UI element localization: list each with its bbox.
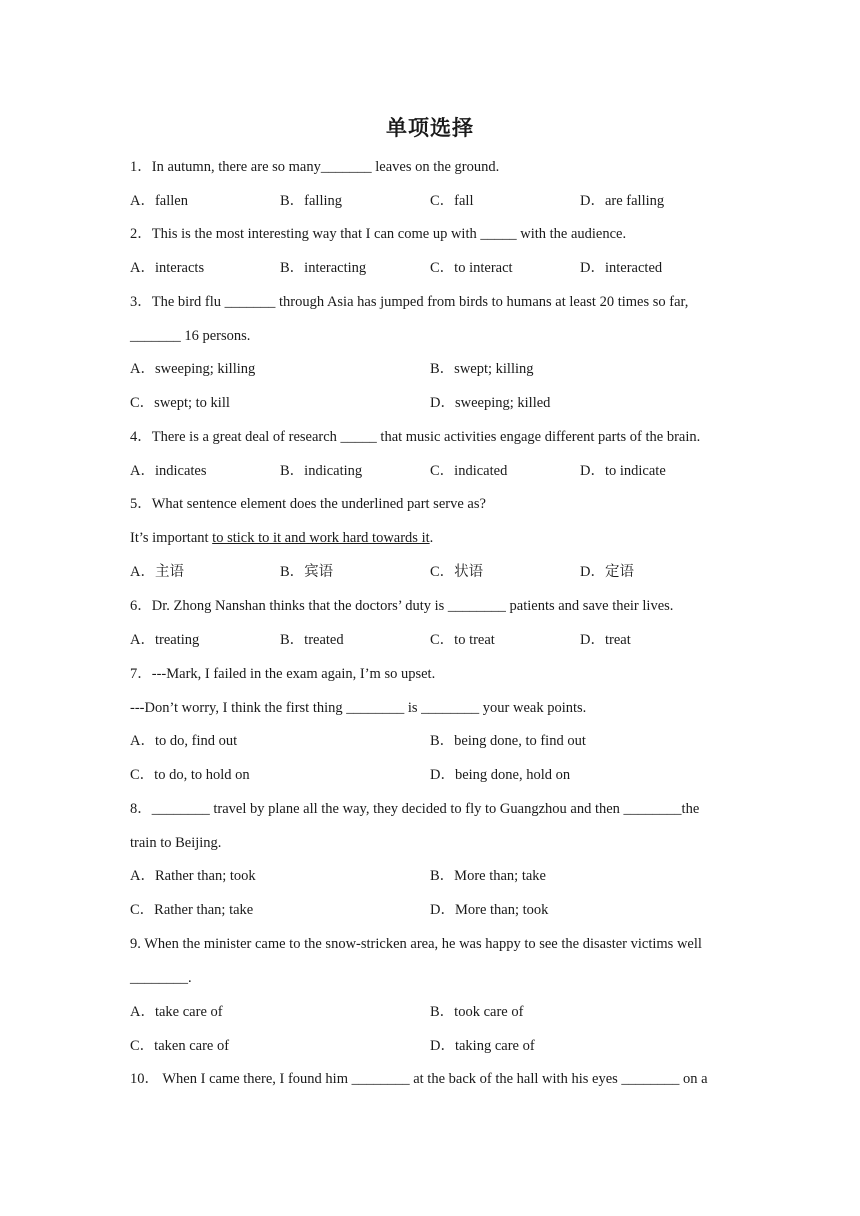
q8-option-a: A．Rather than; took: [130, 868, 256, 884]
q8-option-b: B．More than; take: [430, 868, 546, 884]
q6-option-a: A．treating: [130, 632, 200, 648]
q7-option-a: A．to do, find out: [130, 733, 238, 749]
question-8-text-cont: train to Beijing.: [130, 835, 222, 851]
question-3-text-cont: _______ 16 persons.: [130, 328, 251, 344]
q1-option-d: D．are falling: [580, 193, 665, 209]
q6-option-b: B．treated: [280, 632, 344, 648]
q9-option-a: A．take care of: [130, 1004, 223, 1020]
q9-option-c: C．taken care of: [130, 1038, 230, 1054]
q4-option-c: C．indicated: [430, 463, 508, 479]
q2-option-b: B．interacting: [280, 260, 367, 276]
q5-option-c: C．状语: [430, 564, 484, 580]
sentence-prefix: It’s important: [130, 530, 213, 546]
q9-option-b: B．took care of: [430, 1004, 524, 1020]
question-8-text: 8．________ travel by plane all the way, they decided to fly to Guangzhou and then ________the: [130, 801, 700, 817]
q2-option-a: A．interacts: [130, 260, 205, 276]
question-4-text: 4．There is a great deal of research _____ that music activities engage different parts of the brain.: [130, 429, 701, 445]
q4-option-b: B．indicating: [280, 463, 363, 479]
question-6-text: 6．Dr. Zhong Nanshan thinks that the doctors’ duty is ________ patients and save their lives.: [130, 598, 674, 614]
q2-option-d: D．interacted: [580, 260, 663, 276]
question-10-text: 10． When I came there, I found him ________ at the back of the hall with his eyes ________ on a: [130, 1071, 708, 1087]
q5-option-b: B．宾语: [280, 564, 334, 580]
q6-option-c: C．to treat: [430, 632, 495, 648]
underlined-part: to stick to it and work hard towards it: [212, 530, 430, 546]
q1-option-b: B．falling: [280, 193, 343, 209]
q7-option-c: C．to do, to hold on: [130, 767, 250, 783]
question-7-text-cont: ---Don’t worry, I think the first thing ________ is ________ your weak points.: [130, 700, 587, 716]
q8-option-c: C．Rather than; take: [130, 902, 254, 918]
q1-option-a: A．fallen: [130, 193, 188, 209]
q5-option-a: A．主语: [130, 564, 184, 580]
q4-option-d: D．to indicate: [580, 463, 666, 479]
q2-option-c: C．to interact: [430, 260, 513, 276]
sentence-suffix: .: [429, 530, 434, 546]
question-2-text: 2．This is the most interesting way that I can come up with _____ with the audience.: [130, 226, 627, 242]
question-7-text: 7．---Mark, I failed in the exam again, I’m so upset.: [130, 666, 436, 682]
q7-option-b: B．being done, to find out: [430, 733, 586, 749]
q1-option-c: C．fall: [430, 193, 474, 209]
question-1-text: 1．In autumn, there are so many_______ leaves on the ground.: [130, 159, 500, 175]
question-5-text: 5．What sentence element does the underlined part serve as?: [130, 496, 486, 512]
q3-option-c: C．swept; to kill: [130, 395, 230, 411]
q6-option-d: D．treat: [580, 632, 631, 648]
q7-option-d: D．being done, hold on: [430, 767, 571, 783]
q4-option-a: A．indicates: [130, 463, 207, 479]
question-9-text: 9. When the minister came to the snow-stricken area, he was happy to see the disaster victims well: [130, 936, 702, 952]
q5-option-d: D．定语: [580, 564, 634, 580]
question-3-text: 3．The bird flu _______ through Asia has jumped from birds to humans at least 20 times so far,: [130, 294, 689, 310]
question-5-sentence: [130, 528, 433, 548]
q3-option-d: D．sweeping; killed: [430, 395, 551, 411]
q3-option-a: A．sweeping; killing: [130, 361, 256, 377]
question-9-text-cont: ________.: [130, 970, 192, 986]
page-title: 单项选择: [386, 116, 474, 140]
q9-option-d: D．taking care of: [430, 1038, 535, 1054]
q8-option-d: D．More than; took: [430, 902, 549, 918]
q3-option-b: B．swept; killing: [430, 361, 534, 377]
